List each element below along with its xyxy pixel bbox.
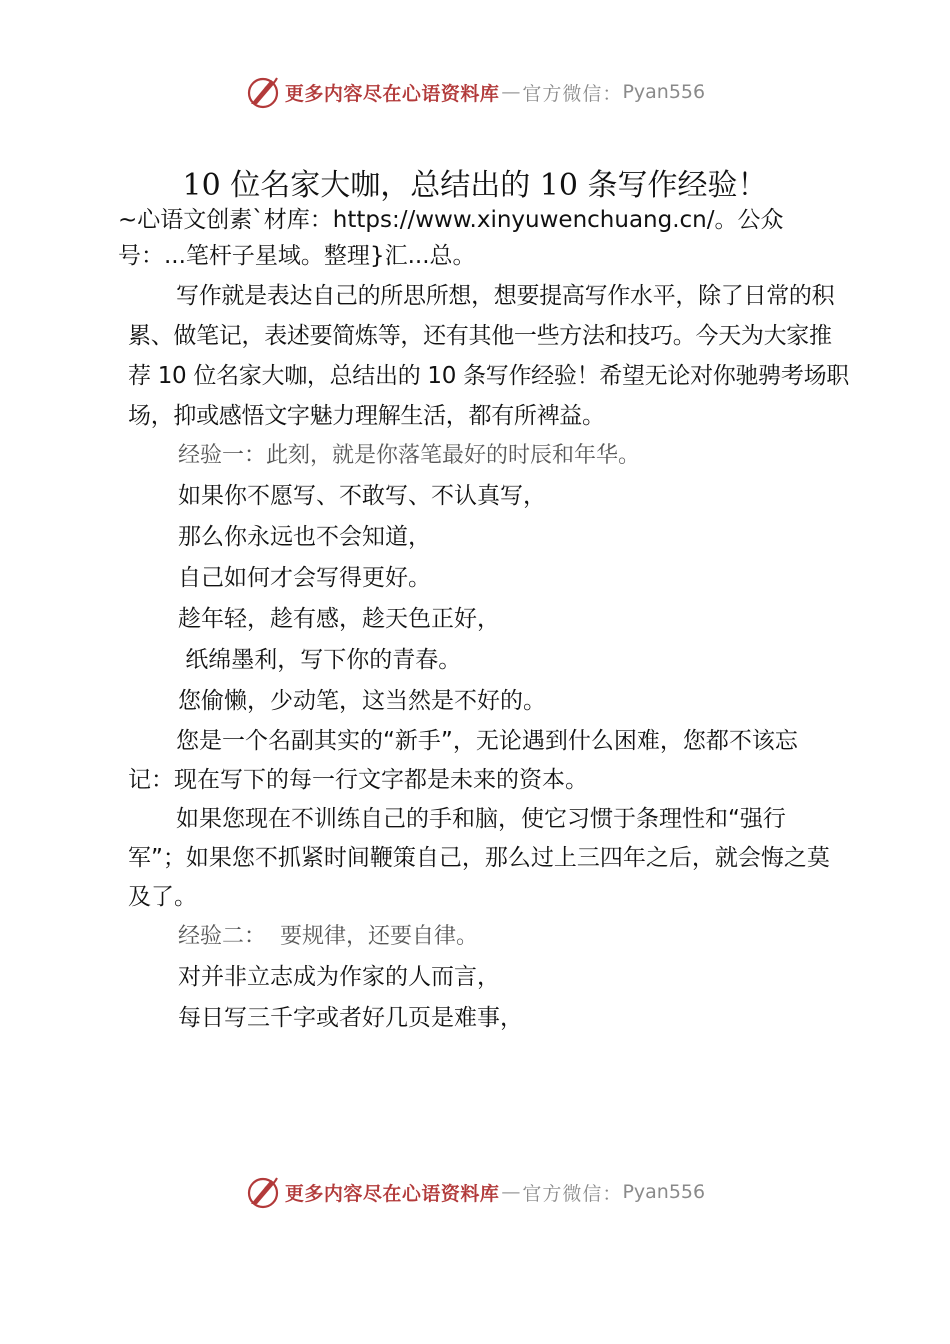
section-2-heading: 经验二： 要规律，还要自律。	[178, 924, 478, 949]
section-1-line: 您偷懒，少动笔，这当然是不好的。	[178, 688, 546, 714]
section-1-paragraph: 您是一个名副其实的“新手”，无论遇到什么困难，您都不该忘记：现在写下的每一行文字都是未来的资本。	[128, 728, 798, 793]
header-banner	[0, 72, 950, 112]
section-1-line: 趁年轻，趁有感，趁天色正好，	[178, 606, 500, 632]
section-1-line: 自己如何才会写得更好。	[178, 565, 431, 591]
section-1-line: 那么你永远也不会知道，	[178, 524, 431, 550]
section-1-line: 纸绵墨利，写下你的青春。	[178, 647, 462, 673]
intro-paragraph: 写作就是表达自己的所思所想，想要提高写作水平，除了日常的积累、做笔记，表述要简炼等，还有其他一些方法和技巧。今天为大家推荐 10 位名家大咖，总结出的 10 条写作经验！希望无论对你驰骋考场职场，抑或感悟文字魅力理解生活，都有所裨益。	[128, 283, 849, 429]
banner-wechat-id: Pyan556	[622, 81, 706, 103]
banner-dash: —	[501, 81, 521, 103]
quill-logo-icon	[245, 74, 281, 110]
banner-wechat-id: Pyan556	[622, 1181, 706, 1203]
article-body	[118, 202, 848, 1039]
banner-label: 官方微信：	[522, 1182, 623, 1205]
section-2-line: 每日写三千字或者好几页是难事，	[178, 1005, 523, 1031]
banner-dash: —	[501, 1181, 521, 1203]
quill-logo-icon	[245, 1174, 281, 1210]
section-2-line: 对并非立志成为作家的人而言，	[178, 964, 500, 990]
source-note: ~心语文创素`材库：https://www.xinyuwenchuang.cn/。公众号：...笔杆子星域。整理}汇...总。	[118, 207, 784, 269]
banner-label: 官方微信：	[522, 82, 623, 105]
section-1-heading: 经验一：此刻，就是你落笔最好的时辰和年华。	[178, 443, 641, 468]
section-1-line: 如果你不愿写、不敢写、不认真写，	[178, 483, 546, 509]
footer-banner	[0, 1172, 950, 1212]
article-title: 10 位名家大咖，总结出的 10 条写作经验！	[182, 168, 768, 203]
banner-main-text: 更多内容尽在心语资料库	[284, 1182, 500, 1205]
section-1-paragraph: 如果您现在不训练自己的手和脑，使它习惯于条理性和“强行军”；如果您不抓紧时间鞭策自己，那么过上三四年之后，就会悔之莫及了。	[128, 806, 830, 910]
banner-main-text: 更多内容尽在心语资料库	[284, 82, 500, 105]
